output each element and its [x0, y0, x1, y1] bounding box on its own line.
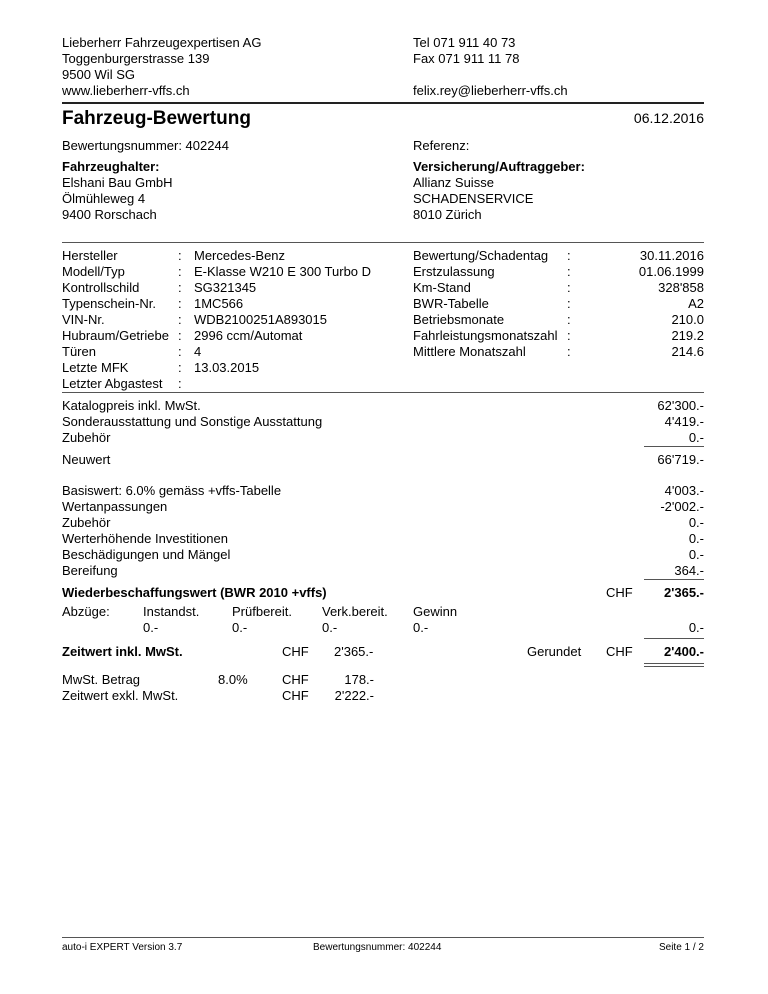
vehicle-value: A2	[688, 296, 704, 311]
katalog-value: 0.-	[688, 430, 704, 445]
abzuege-total: 0.-	[688, 620, 704, 635]
basis-label: Basiswert: 6.0% gemäss +vffs-Tabelle	[62, 483, 282, 498]
vehicle-value: 30.11.2016	[639, 248, 704, 263]
mwst-currencies	[282, 672, 309, 704]
vehicle-value	[194, 376, 371, 392]
vehicle-label: Fahrleistungsmonatszahl	[413, 328, 558, 343]
fahrzeughalter-heading: Fahrzeughalter:	[62, 159, 160, 174]
divider	[62, 242, 704, 243]
vehicle-right-values	[584, 248, 704, 360]
vehicle-label: Letzte MFK	[62, 360, 129, 375]
abzuege-label: Abzüge:	[62, 604, 110, 619]
basis-label: Wertanpassungen	[62, 499, 168, 514]
wbw-label: Wiederbeschaffungswert (BWR 2010 +vffs)	[62, 585, 327, 600]
vehicle-label: Türen	[62, 344, 96, 359]
katalog-value: 62'300.-	[657, 398, 704, 413]
abzug-gewinn	[413, 604, 457, 636]
vehicle-label: Betriebsmonate	[413, 312, 505, 327]
abzug-verkbereit	[322, 604, 388, 636]
company-address	[62, 35, 261, 99]
halter-line: Ölmühleweg 4	[62, 191, 146, 206]
bewertungsnummer: Bewertungsnummer: 402244	[62, 138, 229, 153]
katalog-label: Zubehör	[62, 430, 111, 445]
basis-values	[584, 483, 704, 579]
gerundet-currency: CHF	[606, 644, 633, 659]
header-divider	[62, 102, 704, 104]
versicherung-line: 8010 Zürich	[413, 207, 482, 222]
katalog-value: 4'419.-	[664, 414, 704, 429]
company-name: Lieberherr Fahrzeugexpertisen AG	[62, 35, 262, 50]
double-underline	[644, 663, 704, 664]
vehicle-label: Km-Stand	[413, 280, 471, 295]
basis-value: 0.-	[688, 531, 704, 546]
vehicle-left-values	[194, 248, 371, 392]
company-city: 9500 Wil SG	[62, 67, 135, 82]
gerundet-value: 2'400.-	[664, 644, 704, 659]
double-underline	[644, 666, 704, 667]
vehicle-label: Erstzulassung	[413, 264, 495, 279]
gerundet-label: Gerundet	[527, 644, 582, 659]
sum-underline	[644, 638, 704, 639]
basis-value: 0.-	[688, 515, 704, 530]
company-street: Toggenburgerstrasse 139	[62, 51, 210, 66]
sum-underline	[644, 446, 704, 447]
vehicle-value: 01.06.1999	[638, 264, 704, 279]
katalog-label: Sonderausstattung und Sonstige Ausstattung	[62, 414, 323, 429]
fahrzeughalter-block	[62, 159, 173, 223]
abzug-value: 0.-	[413, 620, 429, 635]
vehicle-value: 2996 ccm/Automat	[194, 328, 303, 343]
vehicle-left-labels	[62, 248, 169, 392]
mwst-currency: CHF	[282, 688, 309, 703]
vehicle-value: Mercedes-Benz	[194, 248, 286, 263]
basis-label: Beschädigungen und Mängel	[62, 547, 231, 562]
vehicle-value: WDB2100251A893015	[194, 312, 327, 327]
abzug-label: Instandst.	[143, 604, 200, 619]
referenz: Referenz:	[413, 138, 470, 153]
versicherung-block	[413, 159, 585, 223]
abzug-label: Verk.bereit.	[322, 604, 388, 619]
company-contact	[413, 35, 568, 99]
abzug-pruefbereit	[232, 604, 292, 636]
vehicle-value: 219.2	[671, 328, 704, 343]
vehicle-value: 4	[194, 344, 202, 359]
neuwert-value: 66'719.-	[657, 452, 704, 467]
mwst-label: MwSt. Betrag	[62, 672, 141, 687]
company-tel: Tel 071 911 40 73	[413, 35, 516, 50]
company-email: felix.rey@lieberherr-vffs.ch	[413, 83, 568, 98]
vehicle-value: 214.6	[671, 344, 704, 359]
halter-line: Elshani Bau GmbH	[62, 175, 173, 190]
basis-label: Werterhöhende Investitionen	[62, 531, 228, 546]
vehicle-label: Hersteller	[62, 248, 118, 263]
vehicle-label: Modell/Typ	[62, 264, 125, 279]
mwst-labels	[62, 672, 178, 704]
halter-line: 9400 Rorschach	[62, 207, 157, 222]
vehicle-left-colons: : : : : : : : : :	[178, 248, 182, 391]
vehicle-value: 1MC566	[194, 296, 244, 311]
vehicle-right-colons: : : : : : : :	[567, 248, 571, 359]
mwst-currency: CHF	[282, 672, 309, 687]
vehicle-label: BWR-Tabelle	[413, 296, 489, 311]
vehicle-value: 210.0	[671, 312, 704, 327]
versicherung-heading: Versicherung/Auftraggeber:	[413, 159, 585, 174]
vehicle-label: Kontrollschild	[62, 280, 140, 295]
report-date: 06.12.2016	[633, 110, 704, 126]
page-number: Seite 1 / 2	[658, 942, 704, 953]
mwst-value: 2'222.-	[334, 688, 374, 703]
page-title: Fahrzeug-Bewertung	[62, 108, 251, 129]
basis-labels	[62, 483, 281, 579]
mwst-label: Zeitwert exkl. MwSt.	[62, 688, 179, 703]
basis-value: -2'002.-	[660, 499, 704, 514]
vehicle-value: 13.03.2015	[194, 360, 260, 375]
versicherung-line: SCHADENSERVICE	[413, 191, 534, 206]
mwst-value: 178.-	[344, 672, 374, 687]
katalog-label: Katalogpreis inkl. MwSt.	[62, 398, 201, 413]
footer-bewertungsnummer: Bewertungsnummer: 402244	[313, 942, 442, 953]
abzug-value: 0.-	[322, 620, 338, 635]
abzug-label: Gewinn	[413, 604, 458, 619]
abzug-value: 0.-	[232, 620, 248, 635]
basis-label: Bereifung	[62, 563, 118, 578]
vehicle-value: 328'858	[658, 280, 704, 295]
footer-divider	[62, 937, 704, 938]
zeitwert-label: Zeitwert inkl. MwSt.	[62, 644, 183, 659]
basis-label: Zubehör	[62, 515, 111, 530]
basis-value: 4'003.-	[664, 483, 704, 498]
katalog-values	[584, 398, 704, 446]
wbw-value: 2'365.-	[664, 585, 704, 600]
mwst-values	[320, 672, 374, 704]
basis-value: 364.-	[674, 563, 704, 578]
zeitwert-value: 2'365.-	[334, 644, 374, 659]
sum-underline	[644, 579, 704, 580]
abzug-instandst	[143, 604, 199, 636]
vehicle-label: Mittlere Monatszahl	[413, 344, 526, 359]
company-web: www.lieberherr-vffs.ch	[62, 83, 190, 98]
vehicle-value: E-Klasse W210 E 300 Turbo D	[194, 264, 372, 279]
versicherung-line: Allianz Suisse	[413, 175, 494, 190]
mwst-rate: 8.0%	[218, 672, 248, 687]
vehicle-label: Bewertung/Schadentag	[413, 248, 549, 263]
footer-version: auto-i EXPERT Version 3.7	[62, 942, 183, 953]
zeitwert-currency: CHF	[282, 644, 309, 659]
vehicle-label: VIN-Nr.	[62, 312, 105, 327]
vehicle-label: Letzter Abgastest	[62, 376, 163, 391]
basis-value: 0.-	[688, 547, 704, 562]
vehicle-right-labels	[413, 248, 558, 360]
company-fax: Fax 071 911 11 78	[413, 51, 520, 66]
abzug-value: 0.-	[143, 620, 159, 635]
katalog-labels	[62, 398, 322, 446]
vehicle-label: Hubraum/Getriebe	[62, 328, 169, 343]
neuwert-label: Neuwert	[62, 452, 111, 467]
divider	[62, 392, 704, 393]
wbw-currency: CHF	[606, 585, 633, 600]
vehicle-value: SG321345	[194, 280, 257, 295]
vehicle-label: Typenschein-Nr.	[62, 296, 156, 311]
abzug-label: Prüfbereit.	[232, 604, 292, 619]
